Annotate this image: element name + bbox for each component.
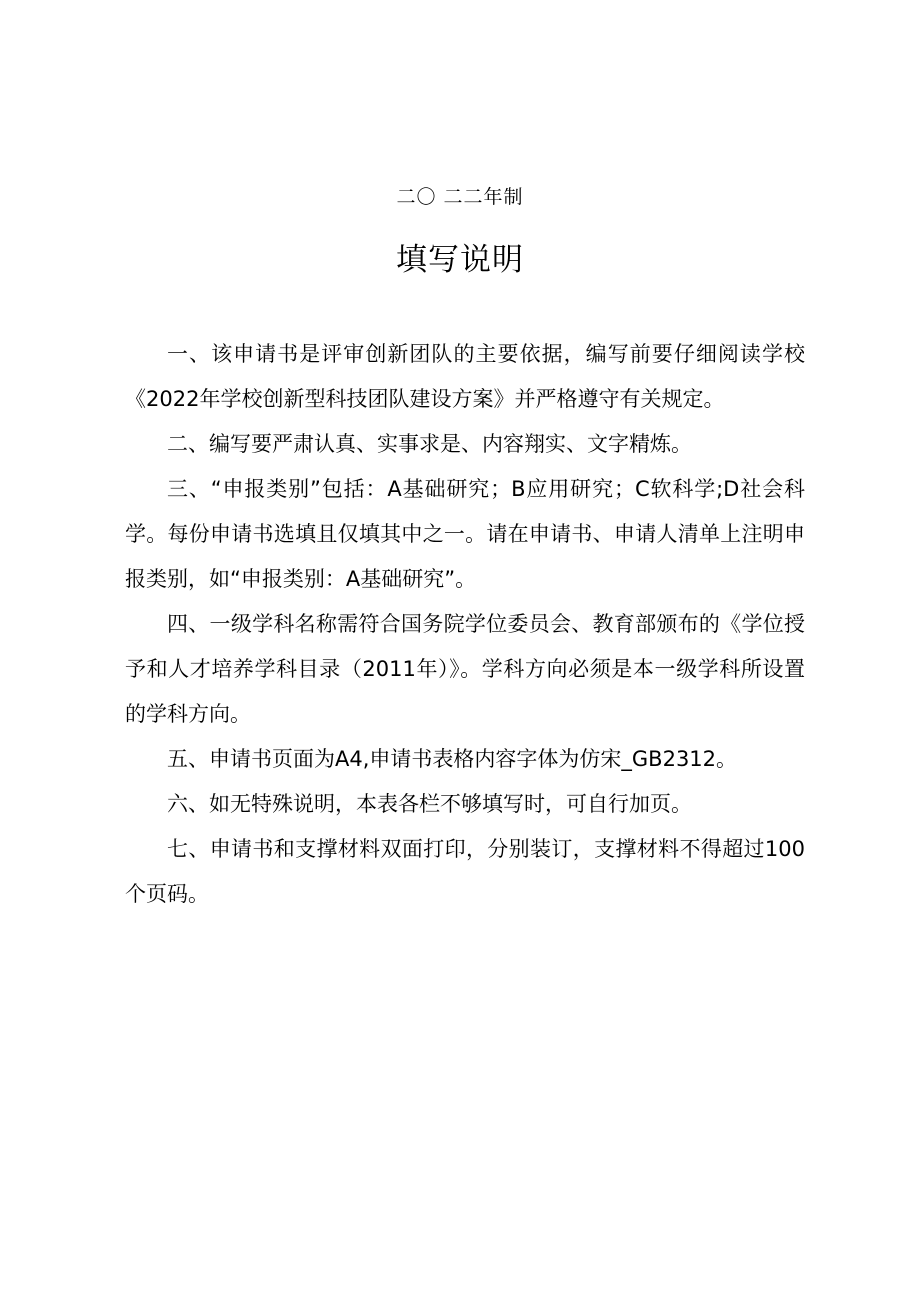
year-label: 二〇 二二年制 xyxy=(396,186,524,208)
instructions-list xyxy=(125,332,805,917)
page-title: 填写说明 xyxy=(396,242,524,278)
instruction-item-1: 一、该申请书是评审创新团队的主要依据，编写前要仔细阅读学校《2022年学校创新型科技团队建设方案》并严格遵守有关规定。 xyxy=(125,342,805,411)
instruction-item-2: 二、编写要严肃认真、实事求是、内容翔实、文字精炼。 xyxy=(167,432,692,456)
instruction-item-3: 三、“申报类别”包括：A基础研究；B应用研究；C软科学;D社会科学。每份申请书选填且仅填其中之一。请在申请书、申请人清单上注明申报类别，如“申报类别：A基础研究”。 xyxy=(125,477,805,591)
instruction-item-5: 五、申请书页面为A4,申请书表格内容字体为仿宋_GB2312。 xyxy=(167,747,738,771)
instruction-item-4: 四、一级学科名称需符合国务院学位委员会、教育部颁布的《学位授予和人才培养学科目录（2011年）》。学科方向必须是本一级学科所设置的学科方向。 xyxy=(125,612,805,726)
instruction-item-7: 七、申请书和支撑材料双面打印，分别装订，支撑材料不得超过100个页码。 xyxy=(125,837,805,906)
instruction-item-6: 六、如无特殊说明，本表各栏不够填写时，可自行加页。 xyxy=(167,792,692,816)
